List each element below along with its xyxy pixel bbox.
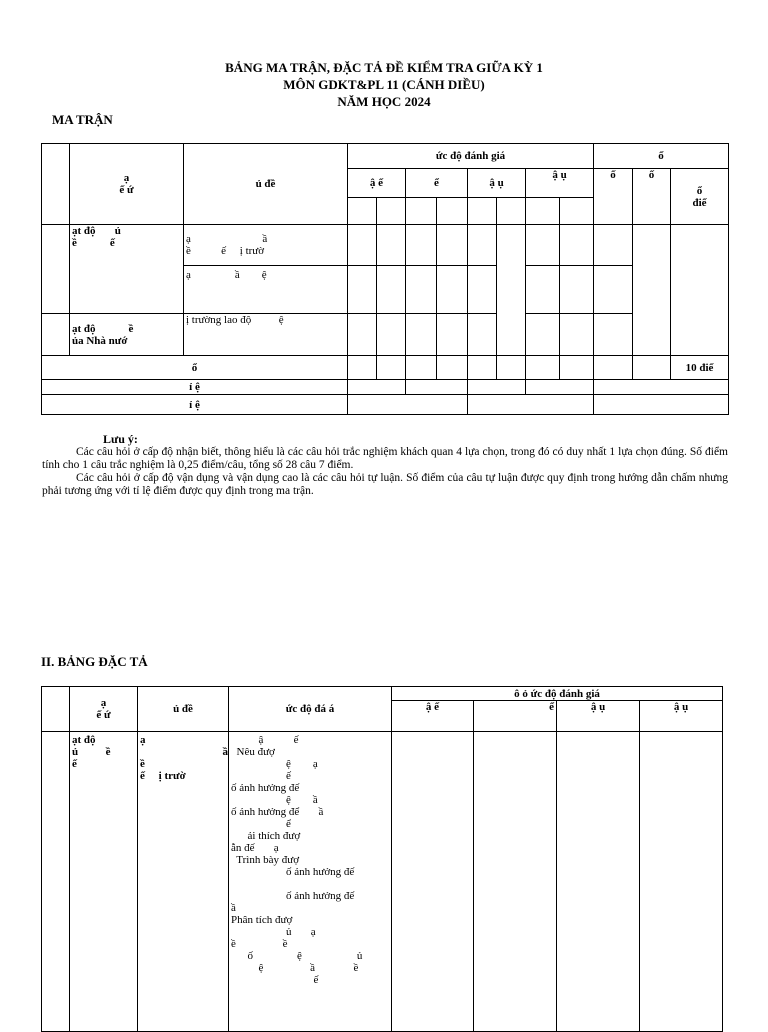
spec-level-line: ẫn đế ạ xyxy=(231,842,279,854)
matrix-row-2-no xyxy=(42,314,70,356)
spec-topic-line: ề xyxy=(140,758,145,770)
matrix-ratio-1-label: ỉ ệ xyxy=(42,380,348,395)
matrix-cell xyxy=(468,314,497,356)
matrix-cell xyxy=(526,225,560,266)
matrix-cell xyxy=(633,356,671,380)
matrix-row-1-topic-1-line-1: ạ ầ xyxy=(186,233,268,245)
spec-level-line: Nêu đượ xyxy=(231,746,275,758)
matrix-cell xyxy=(437,266,468,314)
matrix-row-2-domain-line-1: ạt độ ề xyxy=(72,322,134,335)
spec-header-domain-text: ế ứ xyxy=(96,709,111,721)
matrix-row-2-topic-text: ị trường lao độ ệ xyxy=(186,314,284,326)
spec-header-domain xyxy=(70,687,138,732)
matrix-cell xyxy=(468,225,497,266)
matrix-cell xyxy=(348,380,406,395)
notes-paragraph-1: Các câu hỏi ở cấp độ nhận biết, thông hiểu là các câu hỏi trắc nghiệm khách quan 4 lựa chọn, trong đó có duy nhất 1 lựa chọn đúng. Số điểm tính cho 1 câu trắc nghiệm là 0,25 điểm/câu, tổng số 28 câu 7 điểm. xyxy=(42,446,728,471)
matrix-header-no xyxy=(42,144,70,225)
matrix-cell xyxy=(594,266,633,314)
spec-row-1-topic xyxy=(138,732,229,1032)
spec-level-line: ố ệ ủ xyxy=(231,950,363,962)
spec-header-col-3: ậ ụ xyxy=(557,701,640,732)
matrix-cell xyxy=(377,198,406,225)
matrix-cell xyxy=(348,395,468,415)
spec-topic-line: ế ị trườ xyxy=(140,770,186,782)
matrix-cell xyxy=(526,380,594,395)
spec-topic-line: ạ xyxy=(140,734,146,746)
spec-header-group: ô ỏ ức độ đánh giá xyxy=(392,687,723,701)
spec-topic-line: ầ xyxy=(140,746,228,758)
spec-cell xyxy=(557,732,640,1032)
matrix-cell xyxy=(594,356,633,380)
matrix-header-total-2: ố xyxy=(633,169,671,225)
matrix-cell xyxy=(560,198,594,225)
matrix-cell xyxy=(497,356,526,380)
matrix-cell xyxy=(560,356,594,380)
spec-level-line: ề ề xyxy=(231,938,288,950)
spec-level-line: ậ ế xyxy=(231,734,299,746)
matrix-header-domain-text: ế ứ xyxy=(119,184,134,196)
matrix-cell xyxy=(377,356,406,380)
matrix-cell xyxy=(406,198,437,225)
matrix-cell xyxy=(633,225,671,356)
matrix-cell xyxy=(497,198,526,225)
spec-level-line: ố ảnh hưởng đế xyxy=(231,866,355,878)
matrix-cell xyxy=(348,266,377,314)
matrix-cell xyxy=(468,198,497,225)
spec-cell xyxy=(640,732,723,1032)
matrix-row-1-topic-2 xyxy=(184,266,348,314)
matrix-cell xyxy=(497,225,526,356)
spec-level-line: ể xyxy=(231,818,291,830)
document-title-line-2: MÔN GDKT&PL 11 (CÁNH DIỀU) xyxy=(283,77,485,92)
notes-paragraph-2: Các câu hỏi ở cấp độ vận dụng và vận dụng cao là các câu hỏi tự luận. Số điểm của câu tự luận được quy định trong hướng dẫn chấm nhưng phải tương ứng với tỉ lệ điểm được quy định trong ma trận. xyxy=(42,472,728,497)
matrix-header-level-4: ậ ụ xyxy=(526,169,594,198)
spec-header-col-2: ể xyxy=(474,701,557,732)
spec-level-line: ầ xyxy=(231,902,236,914)
matrix-sum-points: 10 điể xyxy=(671,356,729,380)
spec-header-no xyxy=(42,687,70,732)
matrix-row-2-topic xyxy=(184,314,348,356)
spec-level-line: ế xyxy=(231,770,291,782)
matrix-cell xyxy=(406,266,437,314)
document-title-line-3: NĂM HỌC 2024 xyxy=(337,94,431,109)
spec-level-line: ệ ạ xyxy=(231,758,318,770)
spec-header-col-1: ậ ế xyxy=(392,701,474,732)
matrix-header-level-3: ậ ụ xyxy=(468,169,526,198)
matrix-row-1-no xyxy=(42,225,70,314)
matrix-header-total-3-a: ổ xyxy=(696,184,703,197)
spec-level-line xyxy=(231,878,389,890)
matrix-cell xyxy=(468,380,526,395)
matrix-cell xyxy=(406,225,437,266)
matrix-cell xyxy=(348,314,377,356)
matrix-table xyxy=(41,143,729,415)
matrix-row-1-topic-2-text: ạ ầ ệ xyxy=(186,269,267,281)
spec-level-line: ố ảnh hưởng đế xyxy=(231,782,300,794)
matrix-row-2-domain xyxy=(70,314,184,356)
spec-section-title: II. BẢNG ĐẶC TẢ xyxy=(41,654,148,669)
matrix-cell xyxy=(526,266,560,314)
matrix-cell xyxy=(526,356,560,380)
matrix-row-1-domain xyxy=(70,225,184,314)
spec-level-line: ố ảnh hưởng để ầ xyxy=(231,806,324,818)
matrix-header-total-1: ố xyxy=(594,169,633,225)
matrix-cell xyxy=(348,225,377,266)
matrix-cell xyxy=(406,356,437,380)
matrix-cell xyxy=(594,395,729,415)
spec-domain-line: ạt độ xyxy=(72,734,96,746)
matrix-cell xyxy=(406,380,468,395)
spec-level-line: ố ảnh hưởng đế xyxy=(231,890,355,902)
spec-row-1-no xyxy=(42,732,70,1032)
spec-header-level: ức độ đá á xyxy=(229,687,392,732)
matrix-row-1-domain-line-1: ạt độ ủ xyxy=(72,225,121,237)
matrix-header-level-1: ậ ế xyxy=(348,169,406,198)
matrix-cell xyxy=(377,225,406,266)
matrix-header-total-3-b: điể xyxy=(692,196,707,209)
matrix-cell xyxy=(560,266,594,314)
matrix-cell xyxy=(468,395,594,415)
matrix-cell xyxy=(348,198,377,225)
matrix-header-level-group: ức độ đánh giá xyxy=(348,144,594,169)
spec-cell xyxy=(392,732,474,1032)
matrix-cell xyxy=(594,225,633,266)
spec-level-line: ế xyxy=(231,974,319,986)
spec-level-line: ủ ạ xyxy=(231,926,316,938)
matrix-cell xyxy=(437,198,468,225)
matrix-sum-label: ổ xyxy=(42,356,348,380)
matrix-row-1-topic-1 xyxy=(184,225,348,266)
spec-level-line: ệ ầ ề xyxy=(231,962,359,974)
matrix-cell xyxy=(671,225,729,356)
spec-header-topic: ủ đề xyxy=(138,687,229,732)
matrix-header-level-2: ể xyxy=(406,169,468,198)
spec-level-line: Phân tích đượ xyxy=(231,914,293,926)
spec-table xyxy=(41,686,723,1032)
matrix-cell xyxy=(348,356,377,380)
matrix-cell xyxy=(437,225,468,266)
matrix-header-domain xyxy=(70,144,184,225)
spec-level-line: Trình bày đượ xyxy=(231,854,300,866)
matrix-cell xyxy=(594,314,633,356)
spec-cell xyxy=(474,732,557,1032)
spec-header-col-4: ậ ụ xyxy=(640,701,723,732)
spec-row-1-domain xyxy=(70,732,138,1032)
document-title-line-1: BẢNG MA TRẬN, ĐẶC TẢ ĐỀ KIỂM TRA GIỮA KỲ 1 xyxy=(225,60,543,75)
matrix-cell xyxy=(437,314,468,356)
matrix-cell xyxy=(468,356,497,380)
matrix-cell xyxy=(377,314,406,356)
matrix-row-1-topic-1-line-2: ề ế ị trườ xyxy=(186,245,265,257)
matrix-cell xyxy=(560,225,594,266)
matrix-header-total-3 xyxy=(671,169,729,225)
matrix-header-total-group: ổ xyxy=(594,144,729,169)
spec-domain-line: ế xyxy=(72,758,77,770)
matrix-cell xyxy=(560,314,594,356)
spec-domain-line: ủ ề xyxy=(72,746,111,758)
matrix-cell xyxy=(406,314,437,356)
spec-row-1-level xyxy=(229,732,392,1032)
notes-block xyxy=(42,446,728,498)
spec-header-domain-mark: ạ xyxy=(100,697,107,709)
matrix-cell xyxy=(377,266,406,314)
matrix-row-1-domain-line-2: ề ế xyxy=(72,237,115,249)
matrix-header-topic: ủ đề xyxy=(184,144,348,225)
spec-level-line: ệ ầ xyxy=(231,794,318,806)
notes-label: Lưu ý: xyxy=(103,432,138,446)
matrix-header-domain-mark: ạ xyxy=(123,172,130,184)
matrix-cell xyxy=(526,198,560,225)
matrix-cell xyxy=(437,356,468,380)
matrix-ratio-2-label: ỉ ệ xyxy=(42,395,348,415)
matrix-cell xyxy=(526,314,560,356)
matrix-row-2-domain-line-2: ủa Nhà nướ xyxy=(72,334,128,347)
matrix-cell xyxy=(594,380,729,395)
spec-level-line: ải thích đượ xyxy=(231,830,301,842)
matrix-section-title: MA TRẬN xyxy=(52,112,113,127)
matrix-cell xyxy=(468,266,497,314)
